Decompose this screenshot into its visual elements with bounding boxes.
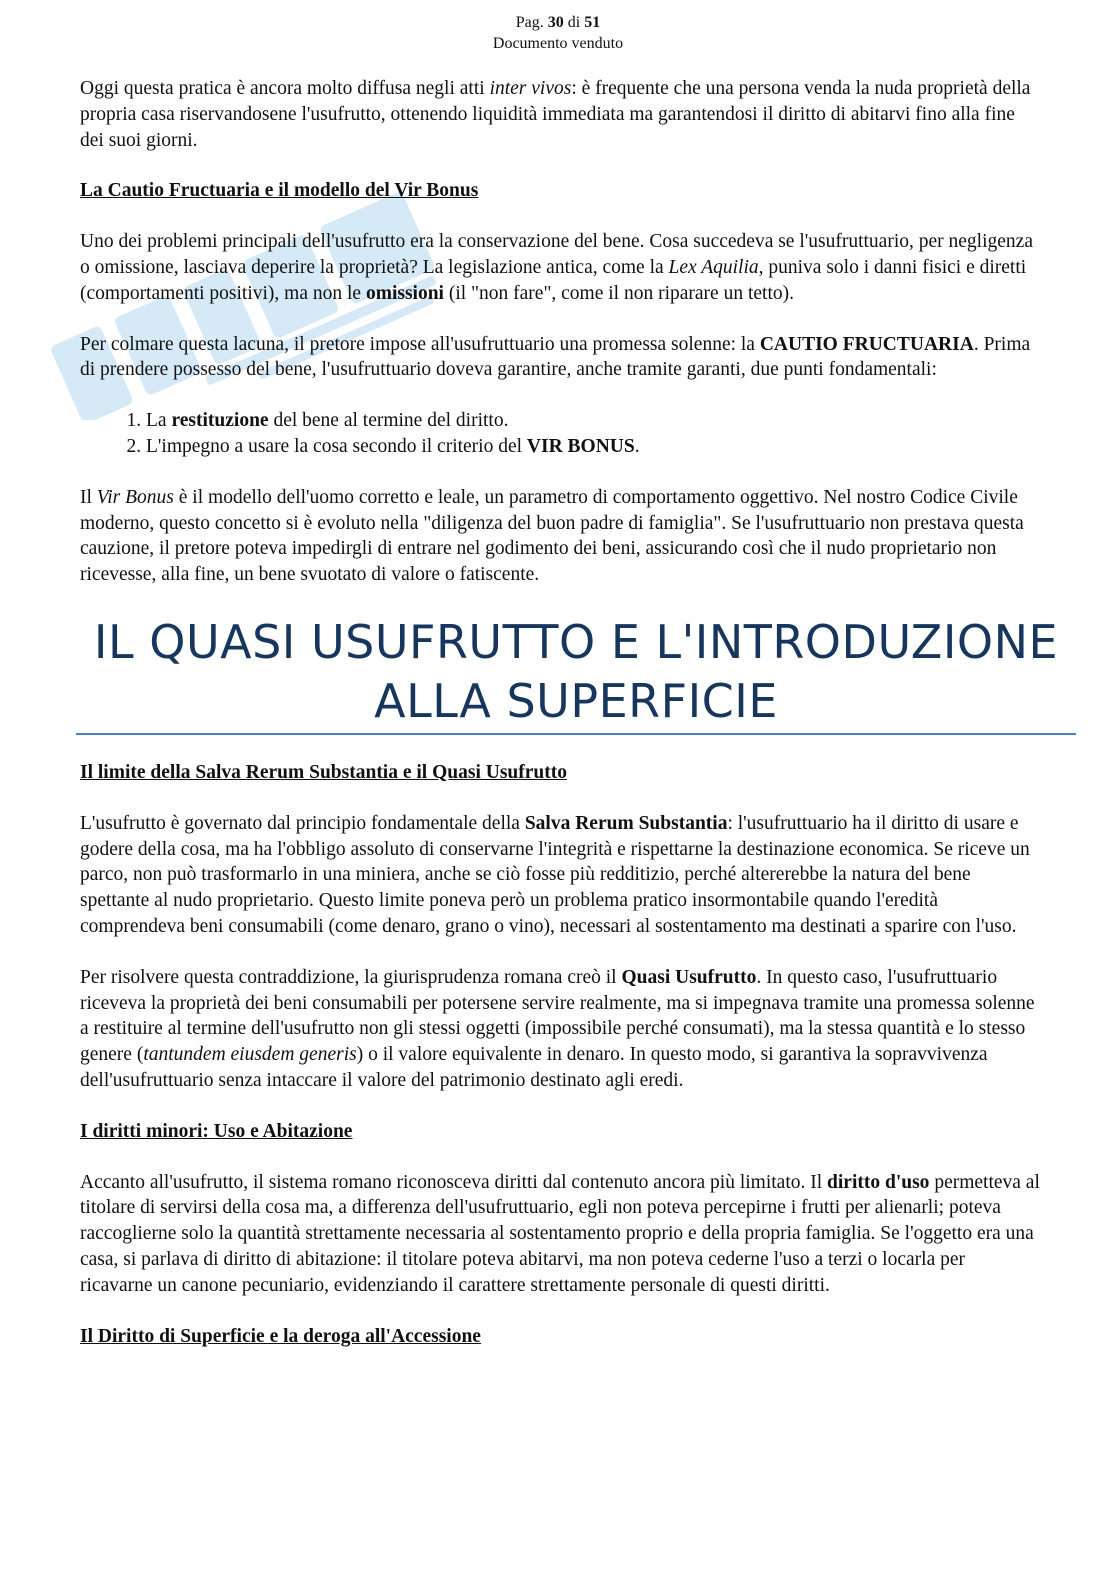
document-body (80, 76, 1059, 1374)
page-number: Pag. 30 di 51 (515, 14, 601, 31)
current-page: 30 (547, 14, 564, 31)
chapter-divider (76, 733, 1076, 735)
list-item: 1. La restituzione del bene al termine del diritto. (146, 408, 1042, 434)
cautio-paragraph-2: Per colmare questa lacuna, il pretore impose all'usufruttuario una promessa solenne: la CAUTIO FRUCTUARIA. Prima di prendere possesso del bene, l'usufruttuario doveva garantire, anche tramite garanti, due punti fondamentali: (80, 333, 1031, 381)
quasi-paragraph-2: Per risolvere questa contraddizione, la giurisprudenza romana creò il Quasi Usufrutto. In questo caso, l'usufruttuario riceveva la proprietà dei beni consumabili per potersene servire realmente, ma si impegnava tramite una promessa solenne a restituire al termine dell'usufrutto non gli stessi oggetti (impossibile perché consumati), ma la stessa quantità e lo stesso genere (tantundem eiusdem generis) o il valore equivalente in denaro. In questo modo, si garantiva la sopravvivenza dell'usufruttuario senza intaccare il valore del patrimonio destinato agli eredi. (80, 966, 1035, 1091)
page-header (0, 12, 1116, 54)
quasi-paragraph-1: L'usufrutto è governato dal principio fondamentale della Salva Rerum Substantia: l'usufruttuario ha il diritto di usare e godere della cosa, ma ha l'obbligo assoluto di conservarne l'integrità e rispettarne la destinazione economica. Se riceve un parco, non può trasformarlo in una miniera, anche se ciò fosse più redditizio, perché altererebbe la natura del bene spettante al nudo proprietario. Questo limite poneva però un problema pratico insormontabile quando l'eredità comprendeva beni consumabili (come denaro, grano o vino), necessari al sostentamento ma destinati a sparire con l'uso. (80, 812, 1030, 937)
document-status: Documento venduto (492, 35, 624, 52)
section-heading-diritti-minori: I diritti minori: Uso e Abitazione (80, 1120, 353, 1142)
section-heading-cautio: La Cautio Fructuaria e il modello del Vir Bonus (80, 180, 479, 202)
chapter-title: IL QUASI USUFRUTTO E L'INTRODUZIONE ALLA SUPERFICIE (93, 614, 1059, 728)
list-item: 2. L'impegno a usare la cosa secondo il criterio del VIR BONUS. (146, 434, 1042, 460)
section-heading-quasi-usufrutto: Il limite della Salva Rerum Substantia e il Quasi Usufrutto (80, 761, 567, 783)
total-pages: 51 (584, 14, 601, 31)
cautio-list (80, 408, 1042, 460)
section-heading-superficie: Il Diritto di Superficie e la deroga all'Accessione (80, 1325, 481, 1347)
cautio-paragraph-3: Il Vir Bonus è il modello dell'uomo corretto e leale, un parametro di comportamento oggettivo. Nel nostro Codice Civile moderno, questo concetto si è evoluto nella "diligenza del buon padre di famiglia". Se l'usufruttuario non prestava questa cauzione, il pretore poteva impedirgli di entrare nel godimento dei beni, assicurando così che il nudo proprietario non ricevesse, alla fine, un bene svuotato di valore o fatiscente. (80, 486, 1024, 586)
intro-paragraph: Oggi questa pratica è ancora molto diffusa negli atti inter vivos: è frequente che una persona venda la nuda proprietà della propria casa riservandosene l'usufrutto, ottenendo liquidità immediata ma garantendosi il diritto di abitarvi fino alla fine dei suoi giorni. (80, 78, 1031, 151)
minori-paragraph-1: Accanto all'usufrutto, il sistema romano riconosceva diritti dal contenuto ancora più limitato. Il diritto d'uso permetteva al titolare di servirsi della cosa ma, a differenza dell'usufruttuario, egli non poteva percepirne i frutti per alienarli; poteva raccoglierne solo la quantità strettamente necessaria al sostentamento proprio e della propria famiglia. Se l'oggetto era una casa, si parlava di diritto di abitazione: il titolare poteva abitarvi, ma non poteva cederne l'uso a terzi o locarla per ricavarne un canone pecuniario, evidenziando il carattere strettamente personale di questi diritti. (80, 1171, 1040, 1296)
cautio-paragraph-1: Uno dei problemi principali dell'usufrutto era la conservazione del bene. Cosa succedeva se l'usufruttuario, per negligenza o omissione, lasciava deperire la proprietà? La legislazione antica, come la Lex Aquilia, puniva solo i danni fisici e diretti (comportamenti positivi), ma non le omissioni (il "non fare", come il non riparare un tetto). (80, 231, 1033, 304)
